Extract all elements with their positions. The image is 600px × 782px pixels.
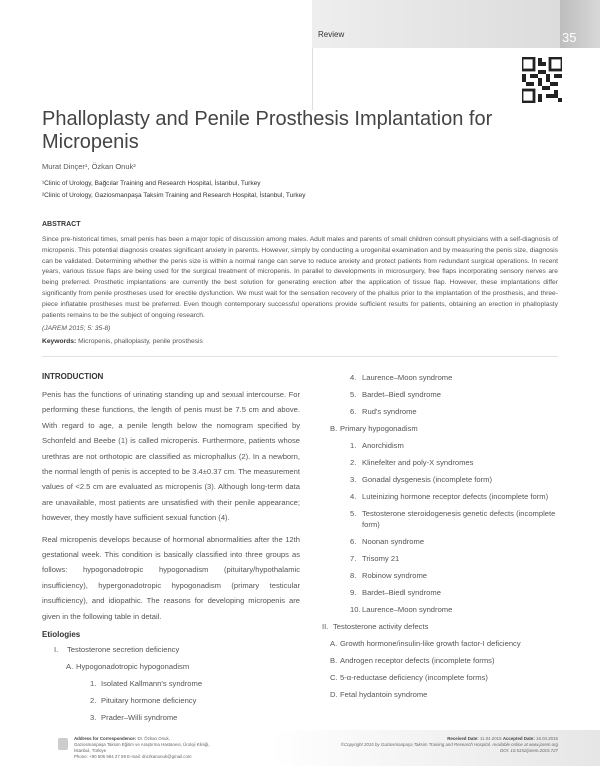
list-item: [322, 570, 562, 581]
list-number: 5.: [350, 390, 357, 399]
list-text: Rud's syndrome: [362, 407, 417, 416]
list-item: [42, 712, 300, 723]
list-text: Robinow syndrome: [362, 571, 427, 580]
list-number: 3.: [350, 475, 357, 484]
list-number: I.: [54, 645, 59, 655]
affiliation: ¹Clinic of Urology, Bağcılar Training and Research Hospital, İstanbul, Turkey: [42, 180, 261, 187]
list-text: Androgen receptor defects (incomplete forms): [340, 656, 495, 665]
envelope-icon: [58, 738, 68, 750]
list-text: Laurence–Moon syndrome: [362, 605, 453, 614]
paragraph: Real micropenis develops because of hormonal abnormalities after the 12th gestational week. This condition is basically classified into three groups as follows: hypogonadotropic hypogonadism (pituitary/hypothalamic insufficiency), hypergonadotropic hypogonadism (primary testicular insufficiency), and idiopathic. The reasons for developing micropenis are given in the following table in detail.: [42, 534, 300, 621]
list-number: 2.: [350, 458, 357, 467]
list-text: 5-α-reductase deficiency (incomplete forms): [340, 673, 488, 682]
correspondence-contact: Phone: +90 506 594 27 59 E-mail: drozkanonuk@gmail.com: [74, 754, 192, 759]
list-item: [42, 695, 300, 706]
list-number: B.: [330, 656, 338, 665]
article-title: Phalloplasty and Penile Prosthesis Implantation for Micropenis: [42, 108, 493, 153]
list-item: [322, 406, 562, 417]
received-date: 11.04.2015: [479, 736, 502, 741]
list-text: Bardet–Biedl syndrome: [362, 588, 441, 597]
list-number: D.: [330, 690, 338, 699]
list-number: 5.: [350, 509, 357, 518]
doi: DOI: 10.5152/jarem.2015.727: [500, 748, 558, 753]
list-number: 1.: [350, 441, 357, 450]
list-number: A.: [66, 662, 74, 672]
list-number: A.: [330, 639, 338, 648]
list-item: [322, 536, 562, 547]
list-number: 10.: [350, 605, 361, 614]
list-number: 6.: [350, 407, 357, 416]
list-number: B.: [330, 424, 338, 433]
list-number: 3.: [90, 713, 97, 723]
list-item: [322, 474, 562, 485]
list-number: 2.: [90, 696, 97, 706]
list-item: [322, 372, 562, 383]
publication-info: [341, 736, 558, 754]
list-text: Pituitary hormone deficiency: [101, 696, 197, 706]
list-number: 9.: [350, 588, 357, 597]
abstract-heading: ABSTRACT: [42, 221, 81, 228]
paragraph: Penis has the functions of urinating standing up and sexual intercourse. For performing these functions, the length of penis must be 7.5 cm and above. With regard to age, a penile length below the nomogram specified by Schonfeld and Beebe (1) is called micropenis. Furthermore, patients whose urethras are not orthotopic are classified as microphallus (2). In a newborn, the normal length of penis is accepted to be 3.4±0.37 cm. The measurement values of <2.5 cm are evaluated as micropenis (3). Although long-term data are unavailable, most patients are unsatisfied with their penile appearance; however, they mostly have sufficient sexual function (4).: [42, 390, 300, 523]
list-text: Testosterone secretion deficiency: [67, 645, 180, 655]
list-item: [322, 457, 562, 468]
list-text: Isolated Kallmann's syndrome: [101, 679, 203, 689]
section-label: Review: [318, 30, 345, 39]
correspondence-city: İstanbul, Türkiye: [74, 748, 107, 753]
accepted-label: Accepted Date:: [502, 736, 535, 741]
list-item: [322, 638, 562, 649]
right-column: [322, 372, 562, 706]
list-text: Trisomy 21: [362, 554, 400, 563]
list-text: Luteinizing hormone receptor defects (incomplete form): [362, 492, 549, 501]
received-label: Received Date:: [447, 736, 479, 741]
correspondence-label: Address for Correspondence:: [74, 736, 137, 741]
list-item: [322, 587, 562, 598]
list-number: 8.: [350, 571, 357, 580]
list-text: Noonan syndrome: [362, 537, 425, 546]
list-text: Laurence–Moon syndrome: [362, 373, 453, 382]
list-item: [322, 389, 562, 400]
list-item: [42, 661, 300, 672]
list-text: Growth hormone/insulin-like growth factor-I deficiency: [340, 639, 521, 648]
list-number: C.: [330, 673, 338, 682]
accepted-date: 16.04.2015: [536, 736, 558, 741]
list-text: Primary hypogonadism: [340, 424, 418, 433]
authors: Murat Dinçer¹, Özkan Onuk²: [42, 162, 136, 171]
page-number: 35: [560, 0, 600, 48]
list-text: Bardet–Biedl syndrome: [362, 390, 441, 399]
list-item: [322, 655, 562, 666]
list-text: Anorchidism: [362, 441, 404, 450]
list-item: [322, 440, 562, 451]
list-number: 6.: [350, 537, 357, 546]
list-item: [322, 621, 562, 632]
list-text: Hypogonadotropic hypogonadism: [76, 662, 190, 672]
list-item: [322, 423, 562, 434]
divider: [42, 356, 558, 357]
citation: (JAREM 2015; 5: 35-8): [42, 325, 111, 332]
list-text: Testosterone steroidogenesis genetic defects (incomplete form): [362, 509, 556, 529]
list-text: Prader–Willi syndrome: [101, 713, 178, 723]
correspondence-name: Dr. Özkan Onuk,: [137, 736, 170, 741]
list-number: 4.: [350, 492, 357, 501]
list-number: 7.: [350, 554, 357, 563]
list-item: [322, 689, 562, 700]
list-item: [322, 553, 562, 564]
list-text: Testosterone activity defects: [333, 622, 429, 631]
list-item: [322, 672, 562, 683]
list-number: II.: [322, 622, 329, 631]
left-column: [42, 372, 300, 729]
abstract-text: Since pre-historical times, small penis has been a major topic of discussion among males. Adult males and parents of small children consult physicians with a self-diagnosis of micropenis. This potential diagnosis creates significant anxiety in parents. However, simply by conducting a urogenital examination and by measuring the penis size, diagnosis can be validated. Determining whether the penis size is within a normal range can serve to reduce anxiety and protect patients from redundant surgical operations. In recent years, various tissue flaps are being used for the surgical treatment of micropenis. In parallel to developments in microsurgery, free flaps incorporating sensory nerves are being preferred. Prosthetic implantations are currently the best solution for generating erection after the application of tissue flap. However, these implantations differ significantly from penile prostheses used for erectile dysfunction. We must wait for the sensation recovery of the phallus prior to the implantation of the prosthesis, and three-piece inflatable prostheses must be preferred. Even though contemporary successful operations provide sufficient results for patients, obtaining an erection in phalloplasty patients remains to be the subject of ongoing research.: [42, 236, 558, 319]
header-band: [312, 0, 560, 48]
list-item: [42, 678, 300, 689]
list-item: [322, 491, 562, 502]
keywords: [42, 338, 203, 345]
keywords-label: Keywords:: [42, 338, 77, 345]
list-item: [322, 604, 562, 615]
correspondence: [74, 736, 210, 760]
keywords-value: Micropenis, phalloplasty, penile prosthesis: [78, 338, 203, 345]
correspondence-address: Gaziosmanpaşa Taksim Eğitim ve Araştırma Hastanesi, Üroloji Kliniği,: [74, 742, 210, 747]
list-number: 1.: [90, 679, 97, 689]
list-item: [322, 508, 562, 530]
qr-code-icon[interactable]: [522, 57, 562, 103]
affiliation: ²Clinic of Urology, Gaziosmanpaşa Taksim Training and Research Hospital, İstanbul, Turkey: [42, 192, 306, 199]
etiologies-heading: Etiologies: [42, 630, 81, 640]
divider: [312, 48, 313, 110]
list-item: [42, 644, 300, 655]
introduction-heading: INTRODUCTION: [42, 372, 104, 381]
copyright: ©Copyright 2015 by Gaziosmanpaşa Taksim Training and Research Hospital. Available online at www.jarem.org: [340, 742, 558, 747]
list-number: 4.: [350, 373, 357, 382]
list-text: Fetal hydantoin syndrome: [340, 690, 428, 699]
list-text: Gonadal dysgenesis (incomplete form): [362, 475, 492, 484]
list-text: Klinefelter and poly-X syndromes: [362, 458, 474, 467]
